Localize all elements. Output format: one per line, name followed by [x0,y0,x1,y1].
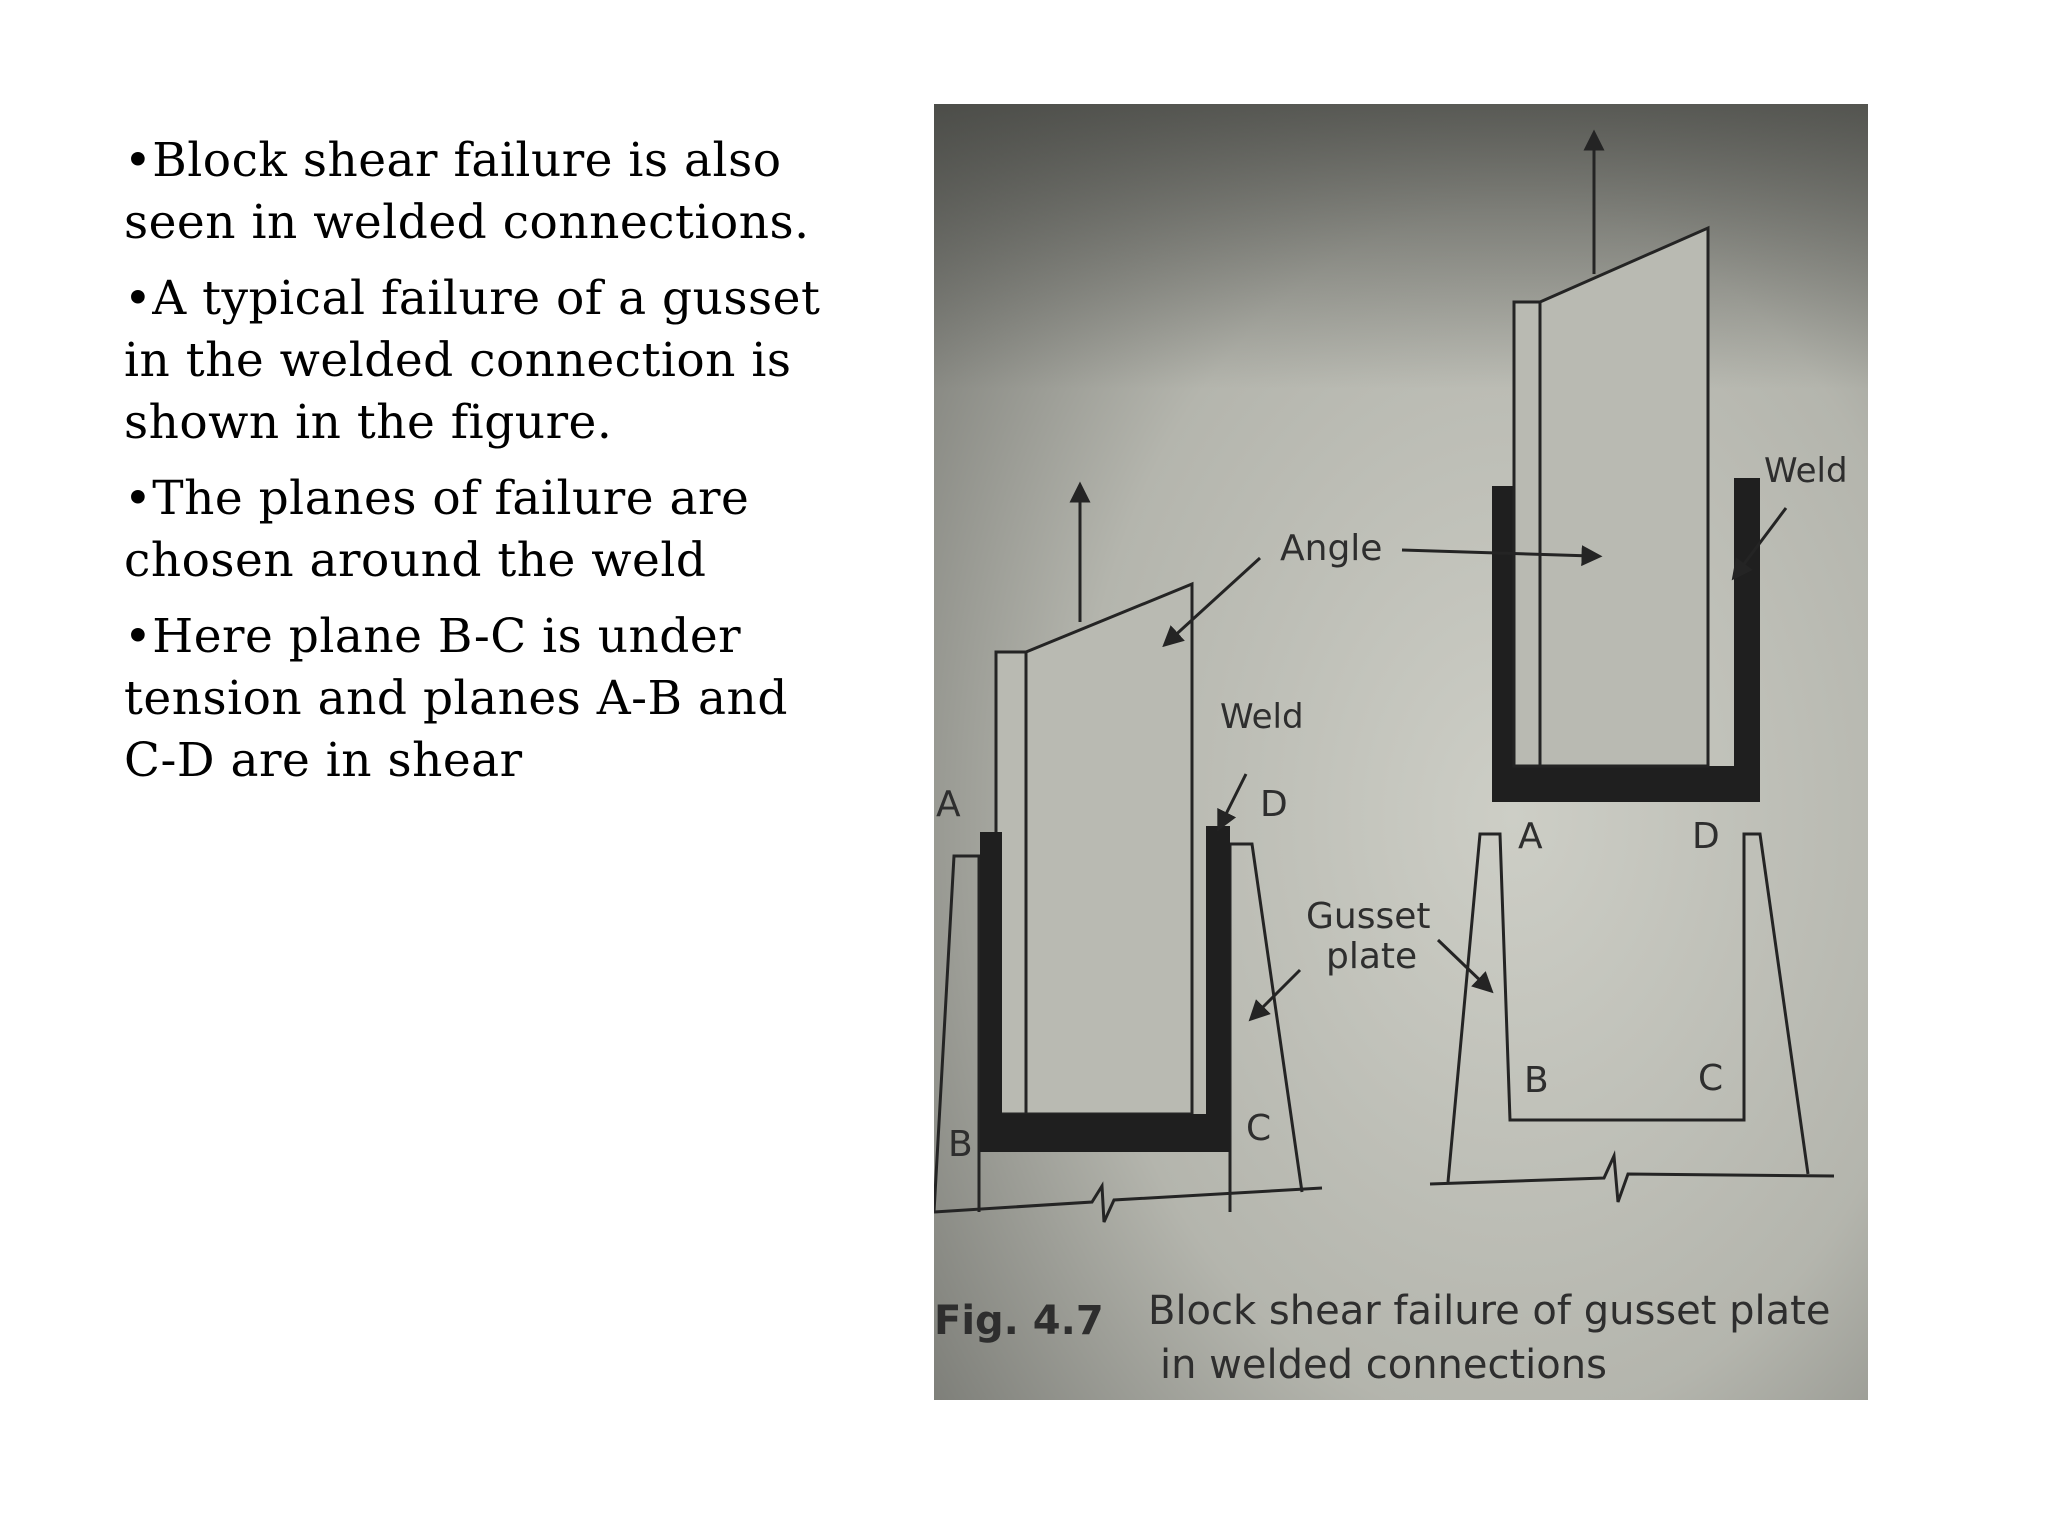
label-left-b: B [948,1124,973,1165]
bullet-item: •The planes of failure are chosen around the weld [124,471,750,588]
bullet-item: •Block shear failure is also seen in welded connections. [124,133,810,250]
caption-line2: in welded connections [1160,1342,1607,1388]
figure-drawing [934,104,1868,1400]
label-right-d: D [1692,816,1720,857]
label-left-d: D [1260,784,1288,825]
label-left-c: C [1246,1108,1272,1149]
caption-line1: Block shear failure of gusset plate [1148,1288,1831,1334]
label-gusset: Gusset [1306,896,1431,937]
bullet-item: •Here plane B-C is under tension and planes A-B and C-D are in shear [124,609,788,788]
label-weld-right: Weld [1764,451,1848,491]
left-weld-left [980,832,1002,1152]
label-right-b: B [1524,1060,1549,1101]
bullet-list [124,130,824,806]
label-right-a: A [1518,816,1543,857]
bullet-item: •A typical failure of a gusset in the welded connection is shown in the figure. [124,271,821,450]
right-angle-member [1514,228,1708,766]
label-angle: Angle [1280,528,1383,569]
label-weld-left: Weld [1220,697,1304,737]
label-plate: plate [1326,936,1418,977]
left-weld-bottom [980,1114,1230,1152]
left-weld-right [1206,826,1230,1146]
caption-number: Fig. 4.7 [934,1298,1104,1344]
label-right-c: C [1698,1058,1724,1099]
label-left-a: A [936,784,961,825]
figure-photo [934,104,1868,1400]
